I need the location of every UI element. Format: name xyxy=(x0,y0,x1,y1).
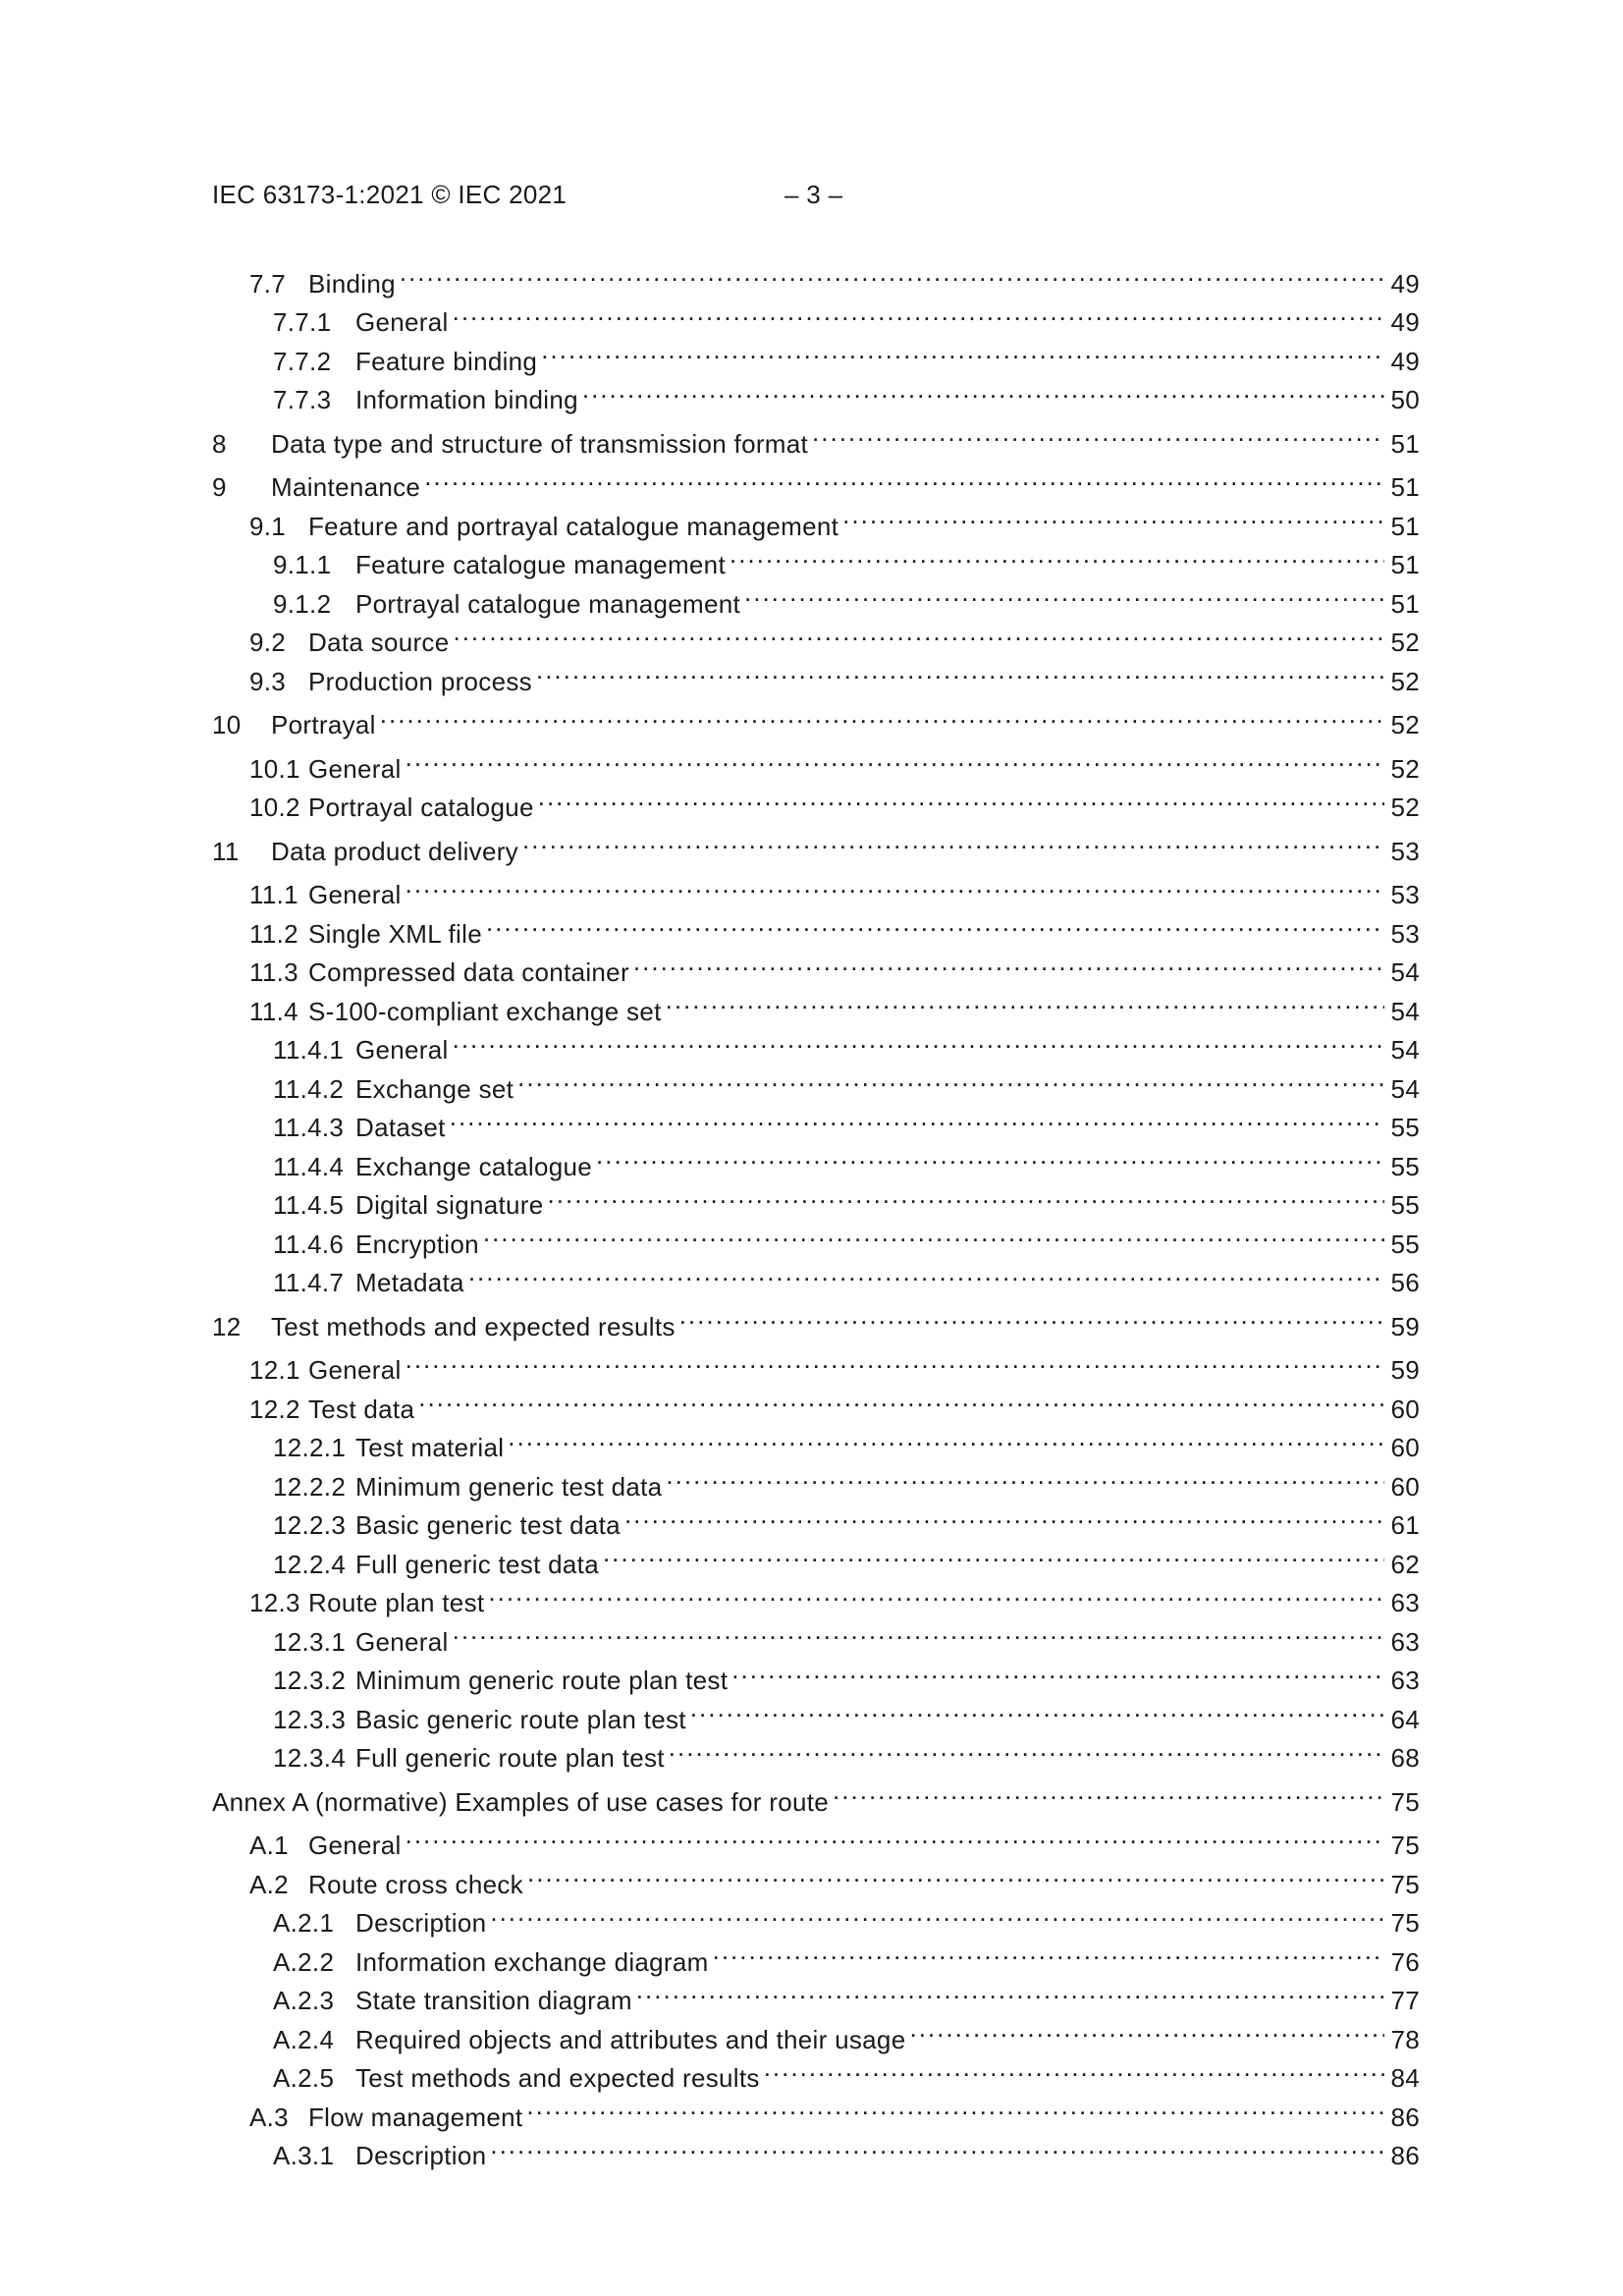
toc-entry-page: 86 xyxy=(1390,2141,1420,2170)
toc-entry-number: 11.4.1 xyxy=(273,1035,345,1065)
toc-entry[interactable] xyxy=(212,1854,1420,1899)
toc-entry-page: 51 xyxy=(1390,511,1420,541)
toc-dot-leader xyxy=(418,1379,1384,1418)
toc-dot-leader xyxy=(508,1418,1384,1457)
toc-entry[interactable] xyxy=(212,253,1420,299)
toc-dot-leader xyxy=(450,1098,1384,1137)
toc-entry-page: 63 xyxy=(1390,1666,1420,1695)
toc-entry-page: 86 xyxy=(1390,2102,1420,2132)
toc-entry-title: Required objects and attributes and their usage xyxy=(355,2024,906,2054)
toc-dot-leader xyxy=(730,535,1384,574)
toc-entry-title: Feature and portrayal catalogue management xyxy=(308,511,839,541)
toc-entry-title: Flow management xyxy=(308,2102,523,2132)
toc-dot-leader xyxy=(582,370,1384,410)
toc-entry-number: 12 xyxy=(212,1311,242,1341)
toc-dot-leader xyxy=(713,1932,1384,1971)
toc-entry-page: 51 xyxy=(1390,550,1420,579)
toc-entry-number: A.3.1 xyxy=(273,2141,335,2170)
toc-entry[interactable] xyxy=(212,1098,1420,1142)
toc-entry-number: 7.7 xyxy=(249,268,287,299)
toc-entry[interactable] xyxy=(212,1772,1420,1817)
toc-entry-title: Feature catalogue management xyxy=(355,550,726,579)
toc-entry-page: 52 xyxy=(1390,710,1420,739)
toc-entry-title: Maintenance xyxy=(271,472,421,502)
toc-dot-leader xyxy=(406,865,1384,904)
toc-dot-leader xyxy=(636,1971,1384,2010)
toc-entry-page: 53 xyxy=(1390,880,1420,909)
toc-entry-page: 52 xyxy=(1390,753,1420,784)
toc-entry-title: Description xyxy=(355,2141,487,2170)
toc-entry[interactable] xyxy=(212,1932,1420,1977)
toc-dot-leader xyxy=(669,1728,1384,1768)
toc-entry-title: General xyxy=(308,753,402,784)
toc-entry-title: Exchange catalogue xyxy=(355,1151,593,1181)
toc-dot-leader xyxy=(453,1020,1384,1060)
toc-entry-number: 11.4.4 xyxy=(273,1151,345,1181)
toc-entry-number: 11.4 xyxy=(249,996,298,1026)
toc-dot-leader xyxy=(731,1651,1384,1690)
toc-entry-page: 55 xyxy=(1390,1229,1420,1259)
toc-entry[interactable] xyxy=(212,1612,1420,1657)
toc-entry-title: Portrayal xyxy=(271,710,376,739)
toc-entry-page: 60 xyxy=(1390,1433,1420,1462)
toc-dot-leader xyxy=(666,1456,1384,1496)
toc-entry-title: Information binding xyxy=(355,385,578,414)
toc-entry[interactable] xyxy=(212,2087,1420,2132)
toc-entry[interactable] xyxy=(212,2049,1420,2093)
toc-entry[interactable] xyxy=(212,1253,1420,1297)
toc-entry[interactable] xyxy=(212,1379,1420,1424)
toc-dot-leader xyxy=(666,981,1384,1020)
toc-entry-number: 12.3.3 xyxy=(273,1704,347,1734)
toc-entry[interactable] xyxy=(212,458,1420,502)
toc-entry-number: 9.1.2 xyxy=(273,588,332,619)
toc-entry-number: 9.3 xyxy=(249,666,287,696)
toc-entry[interactable] xyxy=(212,1728,1420,1773)
toc-dot-leader xyxy=(690,1689,1384,1728)
toc-entry-page: 52 xyxy=(1390,628,1420,657)
toc-entry-page: 49 xyxy=(1390,268,1420,299)
toc-entry-number: 10.2 xyxy=(249,793,300,822)
toc-dot-leader xyxy=(744,574,1384,613)
toc-entry-page: 63 xyxy=(1390,1626,1420,1657)
toc-entry-title: State transition diagram xyxy=(355,1986,632,2015)
toc-entry-title: Production process xyxy=(308,666,532,696)
toc-entry-page: 51 xyxy=(1390,428,1420,459)
toc-entry-number: 12.3.2 xyxy=(273,1666,347,1695)
toc-entry-title: S-100-compliant exchange set xyxy=(308,996,662,1026)
toc-entry-title: Binding xyxy=(308,268,396,299)
toc-dot-leader xyxy=(624,1496,1384,1535)
toc-dot-leader xyxy=(406,1340,1384,1380)
toc-entry-title: Portrayal catalogue management xyxy=(355,588,741,619)
toc-entry-page: 78 xyxy=(1390,2024,1420,2054)
toc-entry-title: Basic generic test data xyxy=(355,1510,621,1540)
toc-dot-leader xyxy=(488,1573,1384,1613)
toc-dot-leader xyxy=(909,2009,1384,2049)
toc-entry[interactable] xyxy=(212,903,1420,949)
toc-entry-page: 52 xyxy=(1390,666,1420,696)
toc-entry-title: General xyxy=(308,1831,402,1860)
toc-entry[interactable] xyxy=(212,413,1420,459)
toc-dot-leader xyxy=(633,943,1384,982)
toc-dot-leader xyxy=(527,1854,1384,1893)
toc-entry-title: Compressed data container xyxy=(308,957,629,987)
toc-dot-leader xyxy=(541,331,1384,370)
toc-entry-number: 11.2 xyxy=(249,918,298,949)
toc-entry-title: Route plan test xyxy=(308,1588,485,1617)
toc-entry-title: Data product delivery xyxy=(271,836,518,866)
toc-entry-number: 11.4.3 xyxy=(273,1113,345,1142)
toc-entry[interactable] xyxy=(212,1214,1420,1259)
toc-entry-page: 59 xyxy=(1390,1355,1420,1385)
toc-entry[interactable] xyxy=(212,1971,1420,2015)
toc-entry-title: General xyxy=(308,880,402,909)
toc-dot-leader xyxy=(842,496,1384,535)
toc-entry-page: 51 xyxy=(1390,588,1420,619)
toc-entry-number: 10.1 xyxy=(249,753,300,784)
toc-entry-number: 11.4.6 xyxy=(273,1229,345,1259)
toc-dot-leader xyxy=(380,695,1384,735)
toc-entry-number: A.1 xyxy=(249,1831,289,1860)
toc-entry-title: Data type and structure of transmission format xyxy=(271,428,809,459)
toc-entry[interactable] xyxy=(212,1296,1420,1341)
toc-entry-page: 62 xyxy=(1390,1549,1420,1579)
toc-entry-number: 9 xyxy=(212,472,227,502)
toc-entry-page: 55 xyxy=(1390,1113,1420,1142)
toc-dot-leader xyxy=(483,1214,1384,1253)
toc-entry-page: 59 xyxy=(1390,1311,1420,1341)
toc-entry-number: 12.2.2 xyxy=(273,1471,347,1502)
toc-entry[interactable] xyxy=(212,1175,1420,1220)
toc-entry[interactable] xyxy=(212,1340,1420,1385)
toc-entry[interactable] xyxy=(212,574,1420,619)
toc-entry[interactable] xyxy=(212,1689,1420,1734)
toc-entry[interactable] xyxy=(212,865,1420,909)
toc-entry-number: A.2.5 xyxy=(273,2063,335,2093)
toc-dot-leader xyxy=(517,1059,1384,1098)
toc-entry-title: Test methods and expected results xyxy=(271,1311,676,1341)
toc-entry[interactable] xyxy=(212,1456,1420,1502)
toc-dot-leader xyxy=(486,903,1384,943)
toc-entry-page: 54 xyxy=(1390,1035,1420,1065)
toc-entry-title: Test methods and expected results xyxy=(355,2063,760,2093)
toc-dot-leader xyxy=(490,1893,1384,1933)
toc-entry-number: 7.7.2 xyxy=(273,346,332,376)
toc-entry[interactable] xyxy=(212,2009,1420,2054)
toc-entry[interactable] xyxy=(212,535,1420,579)
toc-dot-leader xyxy=(536,651,1384,690)
toc-dot-leader xyxy=(596,1136,1384,1175)
toc-entry-number: 10 xyxy=(212,710,242,739)
toc-entry-number: A.2.4 xyxy=(273,2024,335,2054)
toc-entry-page: 76 xyxy=(1390,1946,1420,1977)
toc-entry-title: Test material xyxy=(355,1433,505,1462)
toc-dot-leader xyxy=(538,778,1384,817)
toc-entry-title: Feature binding xyxy=(355,346,538,376)
toc-entry-page: 56 xyxy=(1390,1268,1420,1297)
toc-entry[interactable] xyxy=(212,496,1420,541)
toc-dot-leader xyxy=(453,293,1384,332)
toc-dot-leader xyxy=(812,413,1384,453)
document-id: IEC 63173-1:2021 © IEC 2021 xyxy=(212,180,568,209)
toc-entry-title: Digital signature xyxy=(355,1190,544,1220)
toc-entry-page: 50 xyxy=(1390,385,1420,414)
toc-entry-page: 63 xyxy=(1390,1588,1420,1617)
toc-dot-leader xyxy=(833,1772,1384,1811)
toc-entry-number: 12.2 xyxy=(249,1394,300,1424)
toc-entry-title: Portrayal catalogue xyxy=(308,793,534,822)
toc-entry-number: 12.3.1 xyxy=(273,1626,347,1657)
toc-entry[interactable] xyxy=(212,1816,1420,1860)
toc-entry-page: 61 xyxy=(1390,1510,1420,1540)
toc-entry[interactable] xyxy=(212,695,1420,739)
toc-entry[interactable] xyxy=(212,2126,1420,2170)
toc-entry-number: A.2.2 xyxy=(273,1946,335,1977)
toc-entry-page: 75 xyxy=(1390,1831,1420,1860)
toc-entry-title: Encryption xyxy=(355,1229,479,1259)
toc-entry-number: 12.1 xyxy=(249,1355,300,1385)
toc-entry[interactable] xyxy=(212,1020,1420,1065)
toc-entry-title: Single XML file xyxy=(308,918,482,949)
toc-entry-number: 11 xyxy=(212,836,240,866)
toc-dot-leader xyxy=(424,458,1384,497)
toc-entry[interactable] xyxy=(212,738,1420,784)
toc-entry-title: Route cross check xyxy=(308,1869,523,1899)
toc-entry-title: Description xyxy=(355,1908,487,1938)
toc-entry-number: 11.3 xyxy=(249,957,298,987)
toc-entry-title: Full generic test data xyxy=(355,1549,599,1579)
toc-entry-title: Annex A (normative) Examples of use cases for route xyxy=(212,1786,830,1817)
toc-entry[interactable] xyxy=(212,1059,1420,1104)
page-header xyxy=(212,180,1420,219)
toc-entry-title: Full generic route plan test xyxy=(355,1743,665,1773)
toc-entry-title: Minimum generic test data xyxy=(355,1471,663,1502)
toc-dot-leader xyxy=(453,613,1384,652)
toc-entry-page: 84 xyxy=(1390,2063,1420,2093)
toc-entry-title: Minimum generic route plan test xyxy=(355,1666,729,1695)
toc-entry-page: 77 xyxy=(1390,1986,1420,2015)
toc-entry-number: 9.2 xyxy=(249,628,287,657)
toc-entry-number: 12.3.4 xyxy=(273,1743,347,1773)
toc-entry-page: 53 xyxy=(1390,918,1420,949)
toc-dot-leader xyxy=(400,253,1384,293)
toc-dot-leader xyxy=(406,738,1384,778)
toc-entry-page: 64 xyxy=(1390,1704,1420,1734)
toc-entry[interactable] xyxy=(212,821,1420,866)
toc-entry-title: General xyxy=(355,307,449,337)
toc-entry[interactable] xyxy=(212,1136,1420,1181)
toc-entry-page: 49 xyxy=(1390,346,1420,376)
toc-entry-number: 7.7.1 xyxy=(273,307,332,337)
toc-entry-title: General xyxy=(308,1355,402,1385)
toc-dot-leader xyxy=(679,1296,1384,1336)
toc-entry-page: 60 xyxy=(1390,1471,1420,1502)
toc-entry-title: Data source xyxy=(308,628,450,657)
toc-entry[interactable] xyxy=(212,1418,1420,1462)
toc-dot-leader xyxy=(522,821,1384,860)
toc-entry-page: 75 xyxy=(1390,1869,1420,1899)
toc-entry[interactable] xyxy=(212,1573,1420,1617)
toc-entry-page: 55 xyxy=(1390,1151,1420,1181)
toc-entry-page: 52 xyxy=(1390,793,1420,822)
toc-entry-number: A.3 xyxy=(249,2102,289,2132)
toc-entry-number: 12.2.1 xyxy=(273,1433,347,1462)
toc-entry-number: 9.1.1 xyxy=(273,550,332,579)
toc-dot-leader xyxy=(603,1534,1384,1573)
toc-entry-page: 49 xyxy=(1390,307,1420,337)
toc-entry-page: 55 xyxy=(1390,1190,1420,1220)
toc-entry[interactable] xyxy=(212,1651,1420,1695)
toc-entry[interactable] xyxy=(212,778,1420,822)
toc-dot-leader xyxy=(764,2049,1384,2088)
toc-entry-page: 54 xyxy=(1390,957,1420,987)
toc-entry-number: A.2.3 xyxy=(273,1986,335,2015)
toc-entry[interactable] xyxy=(212,943,1420,987)
toc-entry-page: 54 xyxy=(1390,1073,1420,1104)
toc-entry-number: 8 xyxy=(212,428,227,459)
toc-entry[interactable] xyxy=(212,331,1420,376)
toc-entry[interactable] xyxy=(212,613,1420,657)
toc-entry[interactable] xyxy=(212,1534,1420,1579)
toc-dot-leader xyxy=(490,2126,1384,2165)
toc-entry[interactable] xyxy=(212,981,1420,1026)
toc-entry-number: 11.4.2 xyxy=(273,1073,345,1104)
toc-entry-number: 12.3 xyxy=(249,1588,300,1617)
toc-entry-number: 11.4.5 xyxy=(273,1190,345,1220)
toc-entry-page: 53 xyxy=(1390,836,1420,866)
toc-entry-number: 9.1 xyxy=(249,511,287,541)
toc-entry-number: A.2.1 xyxy=(273,1908,335,1938)
page-number: – 3 – xyxy=(784,180,843,209)
toc-entry-title: General xyxy=(355,1035,449,1065)
toc-entry[interactable] xyxy=(212,293,1420,337)
toc-entry-number: 11.1 xyxy=(249,880,298,909)
toc-entry[interactable] xyxy=(212,651,1420,696)
toc-entry-page: 60 xyxy=(1390,1394,1420,1424)
toc-entry-title: Dataset xyxy=(355,1113,446,1142)
toc-entry-page: 68 xyxy=(1390,1743,1420,1773)
toc-entry-number: 7.7.3 xyxy=(273,385,332,414)
toc-entry-number: A.2 xyxy=(249,1869,289,1899)
table-of-contents xyxy=(212,253,1420,2170)
toc-entry-title: Information exchange diagram xyxy=(355,1946,709,1977)
toc-entry[interactable] xyxy=(212,1893,1420,1938)
toc-entry[interactable] xyxy=(212,370,1420,414)
toc-entry-title: Test data xyxy=(308,1394,415,1424)
toc-entry-title: Basic generic route plan test xyxy=(355,1704,686,1734)
toc-entry[interactable] xyxy=(212,1496,1420,1540)
toc-dot-leader xyxy=(548,1175,1384,1215)
toc-entry-title: General xyxy=(355,1626,449,1657)
toc-dot-leader xyxy=(406,1816,1384,1855)
toc-entry-page: 75 xyxy=(1390,1908,1420,1938)
toc-dot-leader xyxy=(453,1612,1384,1651)
toc-dot-leader xyxy=(526,2087,1384,2126)
toc-entry-title: Metadata xyxy=(355,1268,464,1297)
toc-entry-number: 11.4.7 xyxy=(273,1268,345,1297)
toc-entry-page: 75 xyxy=(1390,1786,1420,1817)
toc-entry-page: 51 xyxy=(1390,472,1420,502)
toc-dot-leader xyxy=(468,1253,1384,1292)
toc-entry-number: 12.2.3 xyxy=(273,1510,347,1540)
toc-entry-title: Exchange set xyxy=(355,1073,514,1104)
toc-entry-page: 54 xyxy=(1390,996,1420,1026)
toc-entry-number: 12.2.4 xyxy=(273,1549,347,1579)
